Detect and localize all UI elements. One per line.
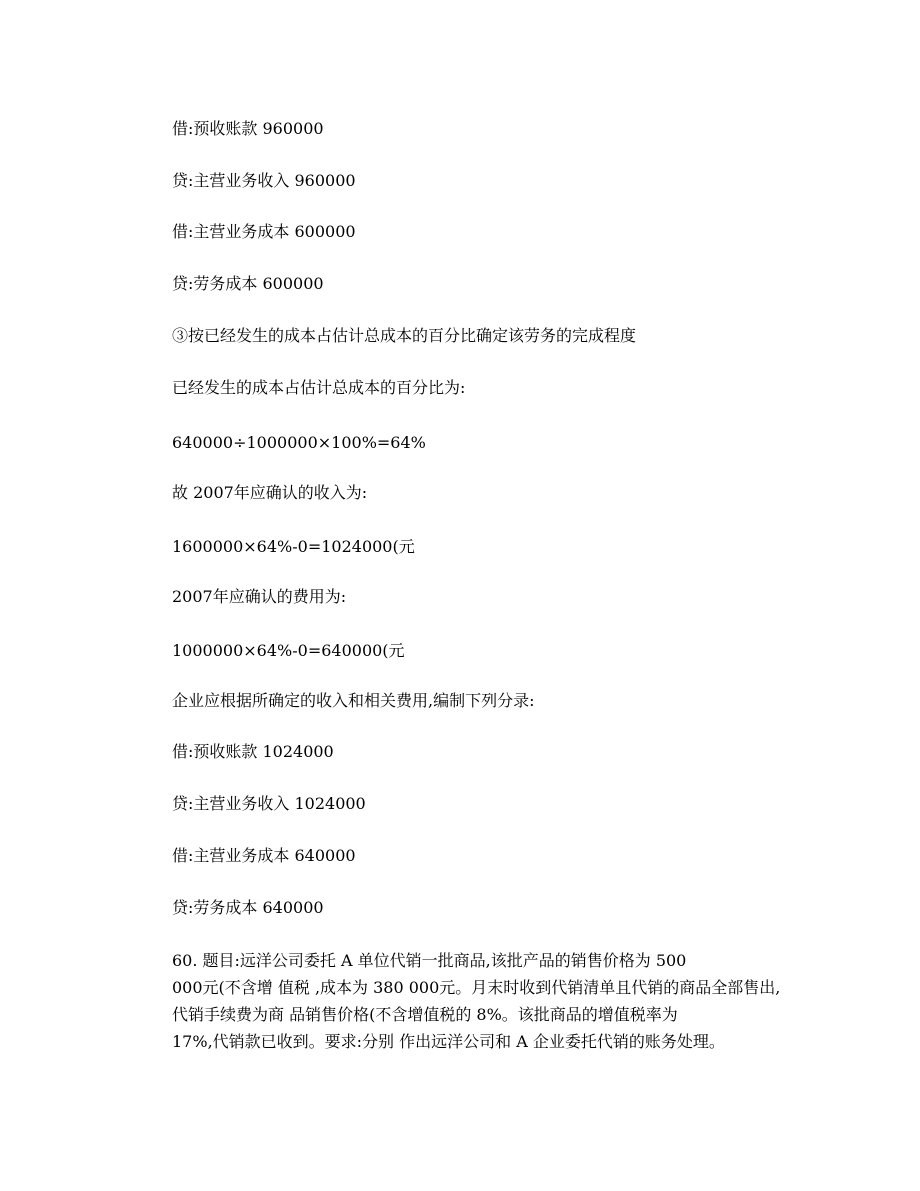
method-heading: ③按已经发生的成本占估计总成本的百分比确定该劳务的完成程度 — [172, 326, 637, 345]
percentage-formula: 640000÷1000000×100%=64% — [172, 433, 426, 452]
question-60-paragraph — [172, 947, 781, 1055]
journal-entry-debit-main-cost-2: 借:主营业务成本 640000 — [172, 846, 356, 865]
entries-intro: 企业应根据所确定的收入和相关费用,编制下列分录: — [172, 691, 535, 710]
journal-entry-debit-advance-receipts-2: 借:预收账款 1024000 — [172, 742, 334, 761]
question-line: 17%,代销款已收到。要求:分别 作出远洋公司和 A 企业委托代销的账务处理。 — [172, 1032, 725, 1051]
journal-entry-credit-main-revenue-2: 贷:主营业务收入 1024000 — [172, 794, 366, 813]
expense-label: 2007年应确认的费用为: — [172, 587, 347, 606]
expense-formula: 1000000×64%-0=640000(元 — [172, 641, 405, 660]
question-line: 000元(不含增 值税 ,成本为 380 000元。月末时收到代销清单且代销的商品全部售出, — [172, 978, 781, 997]
journal-entry-credit-labor-cost-2: 贷:劳务成本 640000 — [172, 898, 324, 917]
journal-entry-credit-labor-cost: 贷:劳务成本 600000 — [172, 274, 324, 293]
journal-entry-credit-main-revenue: 贷:主营业务收入 960000 — [172, 171, 356, 190]
revenue-label: 故 2007年应确认的收入为: — [172, 483, 368, 502]
percentage-label: 已经发生的成本占估计总成本的百分比为: — [172, 378, 466, 397]
journal-entry-debit-main-cost: 借:主营业务成本 600000 — [172, 222, 356, 241]
question-line: 60. 题目:远洋公司委托 A 单位代销一批商品,该批产品的销售价格为 500 — [172, 951, 687, 970]
question-line: 代销手续费为商 品销售价格(不含增值税的 8%。该批商品的增值税率为 — [172, 1005, 678, 1024]
revenue-formula: 1600000×64%-0=1024000(元 — [172, 537, 415, 556]
journal-entry-debit-advance-receipts: 借:预收账款 960000 — [172, 119, 324, 138]
